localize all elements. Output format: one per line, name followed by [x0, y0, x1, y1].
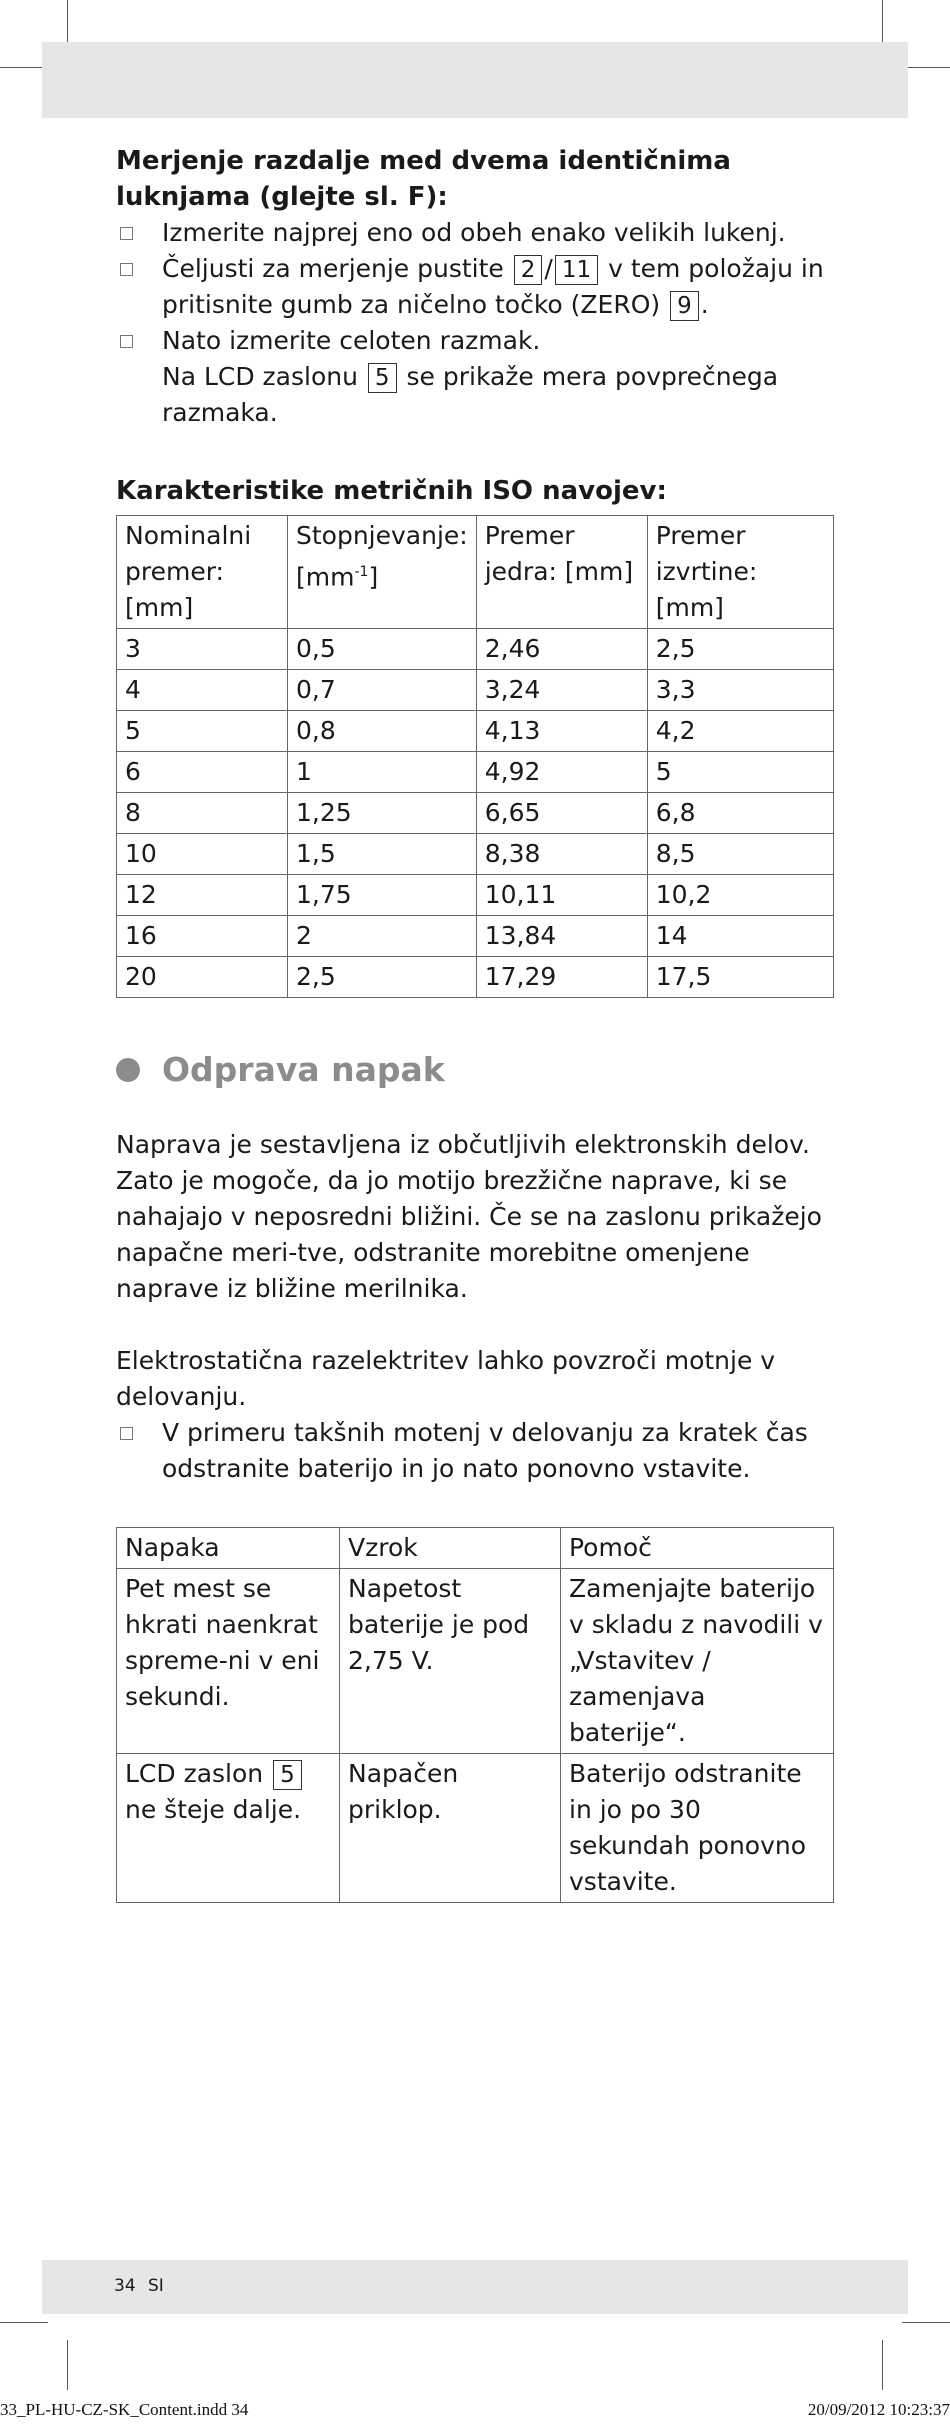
section-title-text: Odprava napak	[162, 1050, 445, 1089]
header-cell: Premer jedra: [mm]	[476, 516, 647, 629]
table-cell: Napačen priklop.	[340, 1754, 561, 1903]
table-row	[117, 875, 834, 916]
list-item-text: Nato izmerite celoten razmak.	[162, 326, 541, 355]
file-name: 33_PL-HU-CZ-SK_Content.indd 34	[0, 2400, 249, 2419]
table-cell: 13,84	[476, 916, 647, 957]
table-cell: 4,92	[476, 752, 647, 793]
footer-band	[42, 2260, 908, 2314]
crop-mark	[902, 2322, 950, 2323]
header-band	[42, 42, 908, 118]
header-text: ]	[368, 562, 379, 592]
table-cell: 1,5	[288, 834, 477, 875]
paragraph: Elektrostatična razelektritev lahko povzroči motnje v delovanju.	[116, 1346, 776, 1411]
table-row	[117, 670, 834, 711]
table-cell: 2	[288, 916, 477, 957]
list-item-text: Izmerite najprej eno od obeh enako velikih lukenj.	[162, 218, 786, 247]
superscript: -1	[354, 564, 369, 580]
list-item	[116, 1415, 834, 1487]
table-cell: 0,7	[288, 670, 477, 711]
table-row	[117, 1754, 834, 1903]
table-cell: 10	[117, 834, 288, 875]
table-cell: 1	[288, 752, 477, 793]
table-row	[117, 629, 834, 670]
table-cell: 17,29	[476, 957, 647, 998]
checkbox-bullet-icon	[120, 227, 133, 240]
table-cell: 1,25	[288, 793, 477, 834]
table-row	[117, 1569, 834, 1754]
table-cell: 5	[117, 711, 288, 752]
table-cell: 16	[117, 916, 288, 957]
crop-mark	[0, 2322, 48, 2323]
section-title	[116, 1050, 834, 1089]
table-cell: 5	[647, 752, 833, 793]
table-cell: 2,5	[647, 629, 833, 670]
table-cell: Baterijo odstranite in jo po 30 sekundah ponovno vstavite.	[561, 1754, 834, 1903]
table-cell: 2,46	[476, 629, 647, 670]
cell-text: LCD zaslon	[125, 1759, 272, 1788]
instruction-list	[116, 1415, 834, 1487]
bullet-dot-icon	[116, 1058, 140, 1082]
table-header-row	[117, 516, 834, 629]
page-number: 34	[114, 2276, 136, 2296]
table-cell: 0,8	[288, 711, 477, 752]
separator: /	[544, 254, 553, 283]
table-cell: 8,5	[647, 834, 833, 875]
table-cell: 3,3	[647, 670, 833, 711]
list-item-text: Čeljusti za merjenje pustite	[162, 254, 512, 283]
table-row	[117, 793, 834, 834]
table-cell: 2,5	[288, 957, 477, 998]
reference-number: 5	[368, 363, 397, 393]
list-item-text: v tem položaju in pritisnite gumb za ničelno točko (ZERO)	[162, 254, 824, 319]
language-code: SI	[148, 2276, 164, 2296]
header-text: Stopnjevanje: [mm	[296, 521, 468, 592]
table-cell: Pet mest se hkrati naenkrat spreme-ni v eni sekundi.	[117, 1569, 340, 1754]
table-cell: 10,11	[476, 875, 647, 916]
reference-number: 5	[273, 1760, 302, 1790]
table-cell: Zamenjajte baterijo v skladu z navodili v „Vstavitev / zamenjava baterije“.	[561, 1569, 834, 1754]
table-cell: Napetost baterije je pod 2,75 V.	[340, 1569, 561, 1754]
crop-mark	[0, 67, 48, 68]
crop-mark	[67, 2340, 68, 2390]
table-cell: 6,8	[647, 793, 833, 834]
header-cell	[288, 516, 477, 629]
checkbox-bullet-icon	[120, 335, 133, 348]
cell-text: ne šteje dalje.	[125, 1795, 302, 1824]
table-cell: 4	[117, 670, 288, 711]
iso-thread-table	[116, 515, 834, 998]
table-cell: 8	[117, 793, 288, 834]
table-cell: 17,5	[647, 957, 833, 998]
checkbox-bullet-icon	[120, 263, 133, 276]
table-cell: 4,2	[647, 711, 833, 752]
list-item-text: .	[700, 290, 709, 319]
header-cell: Premer izvrtine: [mm]	[647, 516, 833, 629]
crop-mark	[902, 67, 950, 68]
list-item-text: V primeru takšnih motenj v delovanju za kratek čas odstranite baterijo in jo nato ponovno vstavite.	[162, 1418, 808, 1483]
reference-number: 9	[670, 291, 699, 321]
page-content	[116, 143, 834, 1903]
section-heading: Merjenje razdalje med dvema identičnima luknjama (glejte sl. F):	[116, 146, 731, 212]
header-cell: Napaka	[117, 1528, 340, 1569]
checkbox-bullet-icon	[120, 1427, 133, 1440]
table-body	[117, 629, 834, 998]
table-row	[117, 711, 834, 752]
list-item-text: se prikaže mera povprečnega razmaka.	[162, 362, 779, 427]
table-cell: 3,24	[476, 670, 647, 711]
list-item-text: Na LCD zaslonu	[162, 362, 366, 391]
table-cell: 1,75	[288, 875, 477, 916]
table-cell: 10,2	[647, 875, 833, 916]
table-cell: 8,38	[476, 834, 647, 875]
paragraph: Naprava je sestavljena iz občutljivih elektronskih delov. Zato je mogoče, da jo motijo brezžične naprave, ki se nahajajo v neposredni bližini. Če se na zaslonu prikažejo napačne meri-tve, odstranite morebitne omenjene naprave iz bližine merilnika.	[116, 1130, 822, 1303]
table-cell: 12	[117, 875, 288, 916]
table-row	[117, 957, 834, 998]
list-item	[116, 251, 834, 323]
list-item	[116, 215, 834, 251]
crop-mark	[882, 2340, 883, 2390]
instruction-list	[116, 215, 834, 431]
table-cell: 6	[117, 752, 288, 793]
reference-number: 11	[555, 255, 598, 285]
table-header-row	[117, 1528, 834, 1569]
table-cell: 14	[647, 916, 833, 957]
table-cell: 6,65	[476, 793, 647, 834]
header-cell: Nominalni premer: [mm]	[117, 516, 288, 629]
troubleshooting-table	[116, 1527, 834, 1903]
print-date: 20/09/2012 10:23:37	[807, 2400, 950, 2419]
header-cell: Vzrok	[340, 1528, 561, 1569]
table-heading: Karakteristike metričnih ISO navojev:	[116, 476, 667, 506]
table-cell: 0,5	[288, 629, 477, 670]
table-cell: 20	[117, 957, 288, 998]
reference-number: 2	[514, 255, 543, 285]
table-cell	[117, 1754, 340, 1903]
table-row	[117, 834, 834, 875]
table-row	[117, 916, 834, 957]
list-item	[116, 323, 834, 431]
table-row	[117, 752, 834, 793]
table-cell: 3	[117, 629, 288, 670]
header-cell: Pomoč	[561, 1528, 834, 1569]
table-cell: 4,13	[476, 711, 647, 752]
